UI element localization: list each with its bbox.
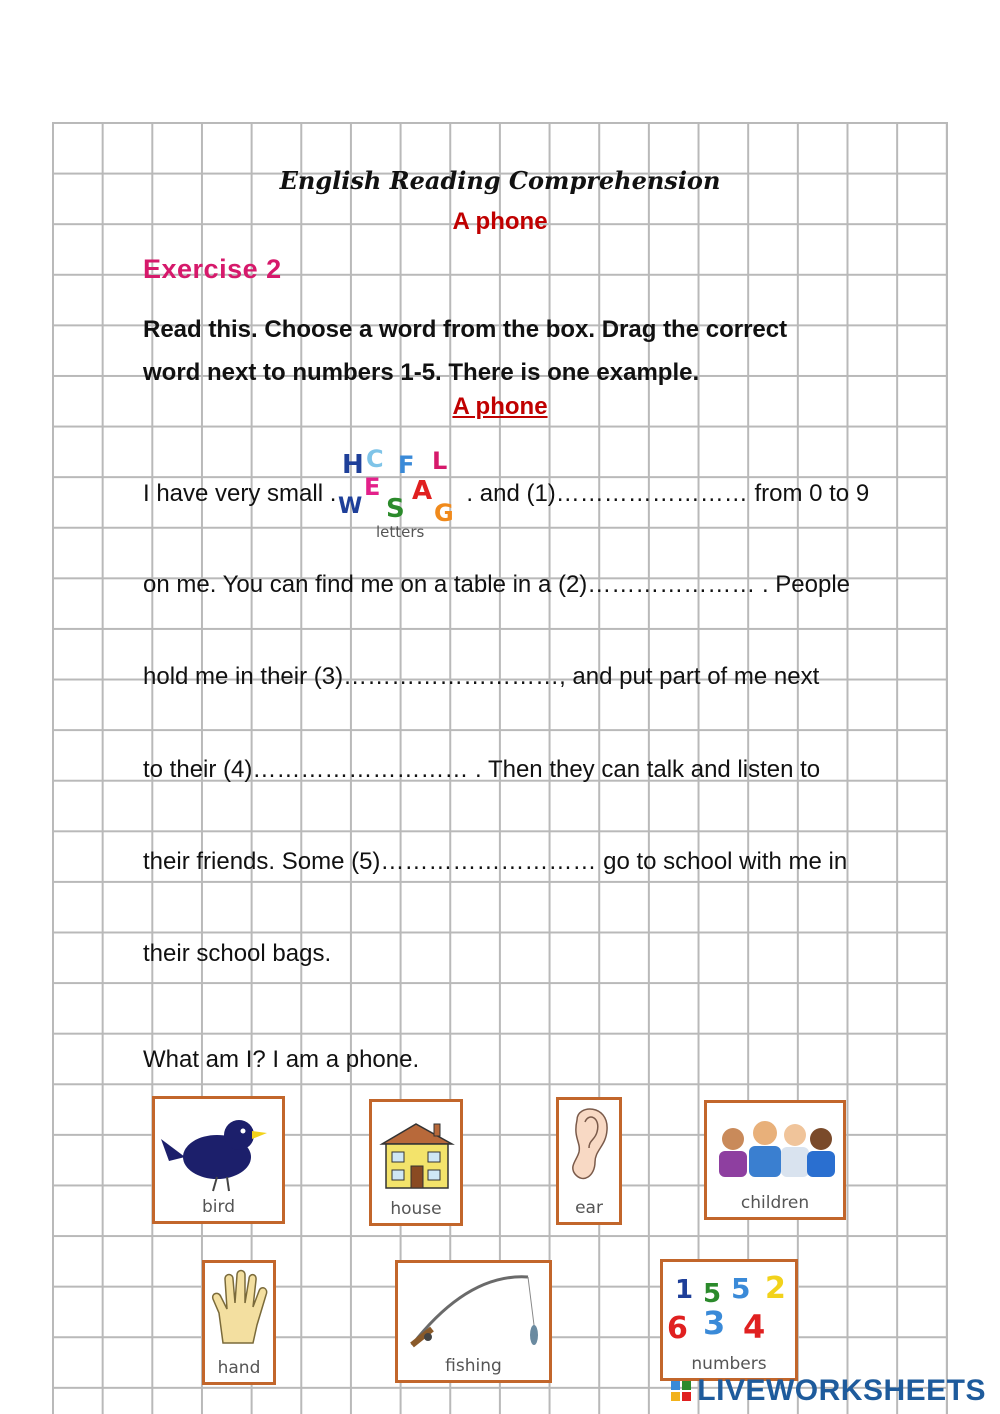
page-title: English Reading Comprehension xyxy=(279,166,721,195)
word-card-label: fishing xyxy=(445,1356,502,1376)
svg-text:L: L xyxy=(432,447,448,475)
letters-label: letters xyxy=(376,523,425,539)
passage-text: on me. You can find me on a table in a (2)………………… . People xyxy=(143,571,851,598)
svg-text:E: E xyxy=(364,473,381,501)
svg-text:5: 5 xyxy=(731,1272,751,1305)
word-card-label: ear xyxy=(575,1198,603,1218)
svg-text:F: F xyxy=(398,451,415,479)
svg-text:3: 3 xyxy=(703,1304,726,1342)
house-icon xyxy=(372,1102,460,1202)
children-icon xyxy=(707,1103,843,1193)
exercise-label: Exercise 2 xyxy=(143,254,282,284)
passage-answer xyxy=(143,1045,893,1075)
page-subtitle: A phone xyxy=(452,208,548,235)
word-card-label: hand xyxy=(217,1358,261,1378)
svg-text:5: 5 xyxy=(703,1279,722,1309)
svg-text:A: A xyxy=(412,476,433,506)
passage-line-4 xyxy=(143,755,893,785)
letters-picture xyxy=(336,439,466,539)
word-card-fishing[interactable] xyxy=(395,1260,552,1383)
passage-line-5 xyxy=(143,847,893,877)
word-card-ear[interactable] xyxy=(556,1097,622,1225)
word-card-label: children xyxy=(740,1193,810,1213)
passage-text: their friends. Some (5)……………………… go to school with me in xyxy=(143,848,848,875)
svg-text:H: H xyxy=(342,450,365,480)
word-card-label: house xyxy=(390,1199,442,1219)
passage-text: hold me in their (3)………………………, and put part of me next xyxy=(143,663,820,690)
word-card-hand[interactable] xyxy=(202,1260,276,1385)
svg-text:1: 1 xyxy=(675,1275,694,1305)
numbers-icon xyxy=(663,1262,795,1358)
passage-title: A phone xyxy=(452,393,548,420)
svg-text:2: 2 xyxy=(765,1271,786,1306)
passage-text: to their (4)……………………… . Then they can talk and listen to xyxy=(143,756,821,783)
passage-line-6 xyxy=(143,939,893,969)
svg-text:G: G xyxy=(434,499,455,527)
ear-icon xyxy=(559,1100,619,1200)
hand-icon xyxy=(205,1263,273,1363)
letters-icon xyxy=(336,439,466,539)
instructions-line-1: Read this. Choose a word from the box. Drag the correct xyxy=(143,316,788,343)
fishing-rod-icon xyxy=(398,1263,549,1363)
brand-name: LIVEWORKSHEETS xyxy=(697,1374,986,1407)
svg-text:6: 6 xyxy=(667,1311,688,1346)
word-card-house[interactable] xyxy=(369,1099,463,1226)
word-card-label: numbers xyxy=(691,1354,767,1374)
liveworksheets-brand[interactable] xyxy=(671,1374,986,1408)
passage-text: their school bags. xyxy=(143,940,332,967)
word-card-numbers[interactable] xyxy=(660,1259,798,1381)
passage-line-1 xyxy=(143,445,893,539)
svg-text:C: C xyxy=(366,445,385,473)
word-card-children[interactable] xyxy=(704,1100,846,1220)
passage-line-3 xyxy=(143,662,893,692)
svg-text:4: 4 xyxy=(743,1308,766,1346)
svg-text:S: S xyxy=(386,494,406,524)
instructions xyxy=(143,308,863,394)
passage-line-2 xyxy=(143,570,893,600)
passage-text: . and (1)…………………… from 0 to 9 xyxy=(466,480,870,507)
instructions-line-2: word next to numbers 1-5. There is one example. xyxy=(143,359,700,386)
passage-text: What am I? I am a phone. xyxy=(143,1046,420,1073)
passage-text: I have very small . xyxy=(143,480,337,507)
liveworksheets-logo-icon xyxy=(671,1381,691,1401)
svg-text:W: W xyxy=(338,494,363,519)
word-card-bird[interactable] xyxy=(152,1096,285,1224)
word-card-label: bird xyxy=(202,1197,235,1217)
bird-icon xyxy=(155,1099,282,1199)
